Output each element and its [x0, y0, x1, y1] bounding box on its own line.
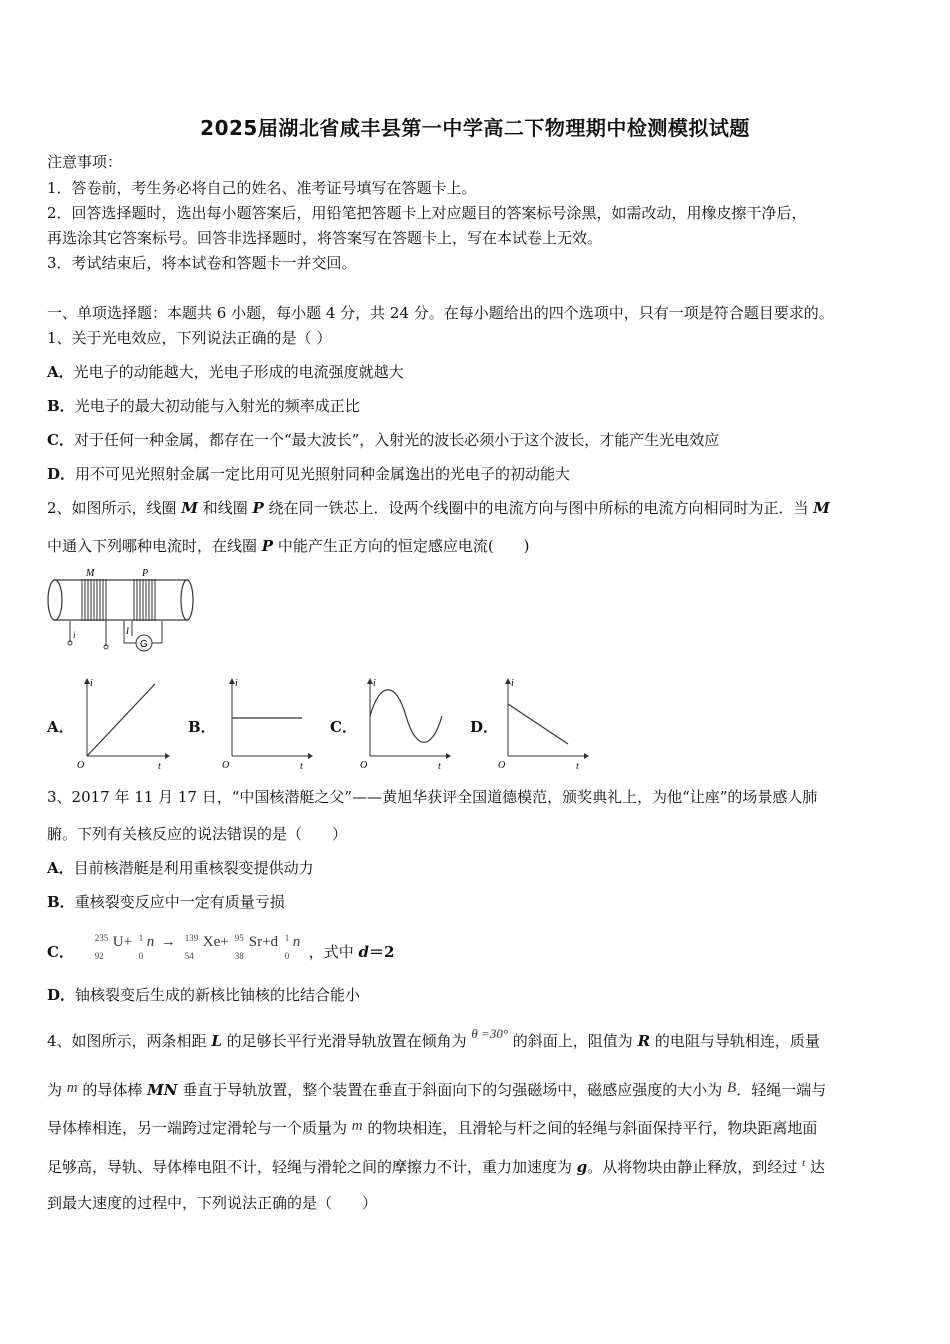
q2-text: 2、如图所示，线圈 [47, 499, 182, 517]
q3-option-d-label: D． [47, 986, 76, 1004]
var-mn: MN [147, 1081, 178, 1099]
var-m: m [66, 1080, 78, 1096]
mass-number: 235 [94, 933, 109, 943]
q4-line4 [47, 1157, 825, 1179]
q3-option-c-label: C． [47, 943, 74, 961]
q2-option-b-label: B． [188, 718, 216, 736]
graph-a [75, 676, 170, 771]
graph-d [496, 676, 591, 771]
coil-m [82, 579, 106, 621]
q4-text: ．轻绳一端与 [736, 1081, 827, 1099]
core-right-end [181, 580, 193, 620]
q1-option-b [47, 396, 360, 416]
q1-option-b-label: B． [47, 397, 75, 415]
mass-number: 139 [184, 933, 199, 943]
q4-text: 为 [47, 1081, 67, 1099]
q4-text: 的斜面上，阻值为 [508, 1032, 638, 1050]
q3-c-tail: ＝2 [369, 943, 395, 961]
coil-p [134, 579, 155, 621]
symbol-n: n [292, 934, 301, 950]
q2-text: 绕在同一铁芯上．设两个线圈中的电流方向与图中所标的电流方向相同时为正．当 [263, 499, 814, 517]
q4-text: 导体棒相连，另一端跨过定滑轮与一个质量为 [47, 1119, 352, 1137]
q4-text: 4、如图所示，两条相距 [47, 1032, 212, 1050]
var-t: t [802, 1157, 806, 1169]
var-d: d [358, 943, 370, 961]
q3-option-d-text: 铀核裂变后生成的新核比铀核的比结合能小 [75, 986, 361, 1004]
q3-option-d [47, 985, 360, 1005]
q4-line3 [47, 1118, 817, 1139]
q2-var-m: M [813, 499, 830, 517]
symbol-u: U+ [112, 934, 133, 950]
reaction-arrow: → [160, 934, 176, 950]
nuclear-equation [89, 933, 309, 961]
angle-theta: θ =30° [471, 1026, 509, 1041]
q4-text: 的导体棒 [77, 1081, 148, 1099]
q3-option-a-label: A． [47, 859, 74, 877]
notice-item-3: 3．考试结束后，将本试卷和答题卡一并交回。 [47, 254, 357, 272]
q2-var-m: M [181, 499, 198, 517]
q1-option-b-text: 光电子的最大初动能与入射光的频率成正比 [74, 397, 360, 415]
notice-item-1: 1．答卷前，考生务必将自己的姓名、准考证号填写在答题卡上。 [47, 179, 477, 197]
section-heading: 一、单项选择题：本题共 6 小题，每小题 4 分，共 24 分。在每小题给出的四个选项中，只有一项是符合题目要求的。 [47, 304, 834, 322]
q2-stem-line1 [47, 498, 830, 518]
label-i: i [73, 630, 76, 640]
mass-number: 1 [138, 933, 144, 943]
notice-item-2: 2．回答选择题时，选出每小题答案后，用铅笔把答题卡上对应题目的答案标号涂黑，如需改动，用橡皮擦干净后， [47, 204, 807, 222]
q4-text: 。从将物块由静止释放，到经过 [587, 1158, 803, 1176]
q1-option-c-label: C． [47, 431, 74, 449]
var-b: B [727, 1080, 737, 1096]
q3-option-c [47, 933, 395, 962]
origin-o: O [360, 760, 368, 771]
label-m: M [86, 568, 95, 579]
notice-item-2-cont: 再选涂其它答案标号。回答非选择题时，将答案写在答题卡上，写在本试卷上无效。 [47, 229, 603, 247]
axis-i: i [511, 678, 514, 689]
q2-var-p: P [252, 499, 264, 517]
q4-line1 [47, 1026, 820, 1052]
origin-o: O [222, 760, 230, 771]
label-i-upper: I [126, 626, 129, 636]
iron-core [54, 580, 188, 620]
axis-i: i [90, 678, 93, 689]
mass-number: 95 [234, 933, 244, 943]
q1-option-c [47, 430, 719, 450]
graph-a-line [87, 684, 155, 756]
axis-t: t [438, 761, 441, 772]
atomic-number: 0 [284, 951, 290, 961]
q2-option-d-label: D． [470, 718, 499, 736]
symbol-sr: Sr+d [248, 934, 279, 950]
page-title: 2025届湖北省咸丰县第一中学高二下物理期中检测模拟试题 [200, 116, 750, 140]
symbol-xe: Xe+ [202, 934, 229, 950]
core-left-end [48, 580, 62, 620]
coil-diagram [44, 566, 194, 656]
q4-line5: 到最大速度的过程中，下列说法正确的是（ ） [47, 1194, 378, 1212]
q1-option-c-text: 对于任何一种金属，都存在一个“最大波长”，入射光的波长必须小于这个波长，才能产生光电效应 [73, 431, 720, 449]
axis-t: t [158, 761, 161, 772]
atomic-number: 0 [138, 951, 144, 961]
q1-option-d-text: 用不可见光照射金属一定比用可见光照射同种金属逸出的光电子的初动能大 [75, 465, 571, 483]
q4-text: 的物块相连，且滑轮与杆之间的轻绳与斜面保持平行，物块距离地面 [362, 1119, 818, 1137]
q3-stem-line1: 3、2017 年 11 月 17 日，“中国核潜艇之父”——黄旭华获评全国道德模范，颁奖典礼上，为他“让座”的场景感人肺 [47, 788, 818, 806]
var-r: R [637, 1032, 651, 1050]
var-l: L [211, 1032, 222, 1050]
q4-line2 [47, 1080, 826, 1101]
q3-c-tail: ，式中 [308, 943, 359, 961]
graph-c [358, 676, 453, 771]
q2-stem-line2 [47, 536, 530, 556]
q4-text: 足够高，导轨、导体棒电阻不计，轻绳与滑轮之间的摩擦力不计，重力加速度为 [47, 1158, 577, 1176]
mass-number: 1 [284, 933, 290, 943]
q1-option-d [47, 464, 570, 484]
origin-o: O [498, 760, 506, 771]
graph-c-curve [370, 690, 442, 743]
atomic-number: 92 [94, 951, 104, 961]
var-m: m [351, 1118, 363, 1134]
q3-option-b-label: B． [47, 893, 75, 911]
var-g: g [576, 1158, 588, 1176]
q1-option-a-label: A． [47, 363, 74, 381]
q1-option-a-text: 光电子的动能越大，光电子形成的电流强度就越大 [73, 363, 404, 381]
label-p: P [142, 568, 149, 579]
q2-text: 中通入下列哪种电流时，在线圈 [47, 537, 262, 555]
q3-option-b-text: 重核裂变反应中一定有质量亏损 [74, 893, 285, 911]
q4-text: 垂直于导轨放置，整个装置在垂直于斜面向下的匀强磁场中，磁感应强度的大小为 [177, 1081, 728, 1099]
axis-t: t [576, 761, 579, 772]
q2-text: 和线圈 [197, 499, 253, 517]
label-g: G [140, 639, 148, 650]
q3-option-a-text: 目前核潜艇是利用重核裂变提供动力 [73, 859, 314, 877]
q4-text: 的足够长平行光滑导轨放置在倾角为 [221, 1032, 472, 1050]
q2-var-p: P [261, 537, 274, 555]
axis-t: t [300, 761, 303, 772]
q3-option-a [47, 858, 314, 878]
q4-text: 达 [805, 1158, 825, 1176]
q1-option-d-label: D． [47, 465, 76, 483]
symbol-n: n [146, 934, 155, 950]
atomic-number: 54 [184, 951, 194, 961]
q3-stem-line2: 腑。下列有关核反应的说法错误的是（ ） [47, 825, 348, 843]
origin-o: O [77, 760, 85, 771]
q2-text: 中能产生正方向的恒定感应电流( ) [273, 537, 530, 555]
q1-stem: 1、关于光电效应，下列说法正确的是（ ） [47, 329, 332, 347]
q3-option-b [47, 892, 285, 912]
q1-option-a [47, 362, 404, 382]
notice-heading: 注意事项： [47, 153, 123, 171]
axis-i: i [373, 678, 376, 689]
axis-i: i [235, 678, 238, 689]
q2-option-a-label: A． [47, 718, 74, 736]
graph-b [220, 676, 315, 771]
graph-d-line [508, 704, 568, 744]
atomic-number: 38 [234, 951, 244, 961]
q2-option-c-label: C． [330, 718, 357, 736]
q4-text: 的电阻与导轨相连，质量 [650, 1032, 820, 1050]
